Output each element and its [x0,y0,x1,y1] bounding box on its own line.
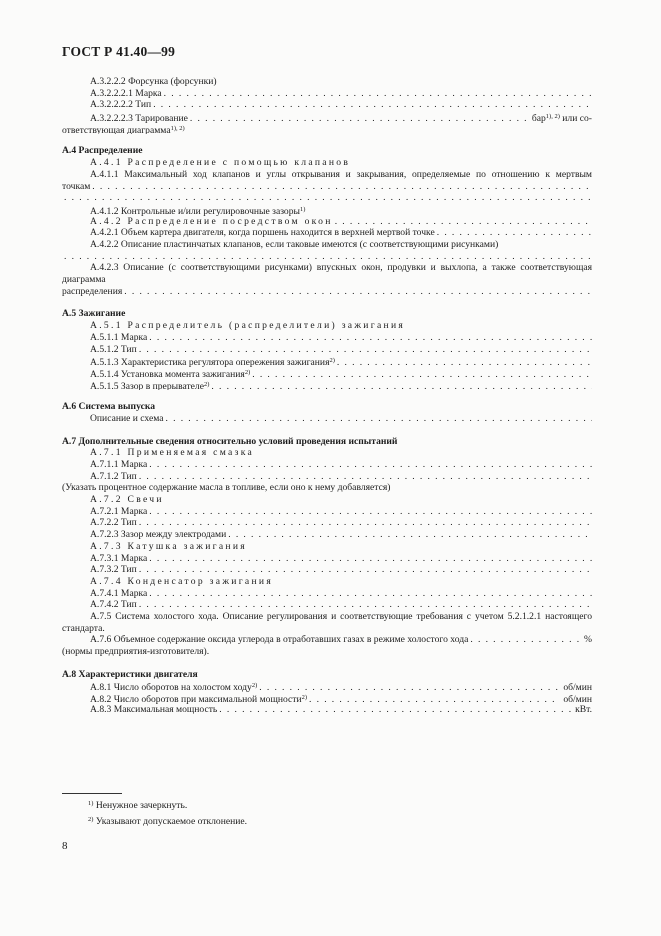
line-label: А.7.3.2 Тип [90,564,137,576]
dot-leader [139,344,592,356]
footnote-ref: 1), 2) [170,124,185,132]
footnote-ref: 2) [301,694,308,702]
line-label: А.8.1 Число оборотов на холостом ходу$^{2)}$ [90,682,258,693]
line-label: А.5.1.2 Тип [90,343,137,355]
line-label: ответствующая диаграмма$^{1), 2)}$ [62,124,185,135]
section-heading: А.7 Дополнительные сведения относительно условий проведения испытаний [62,435,398,447]
line-label: А.4.2.1 Объем картера двигателя, когда поршень находится в верхней мертвой точке [90,227,435,239]
footnote-ref: 1) [299,205,306,213]
line-label: А.5.1.3 Характеристика регулятора опережения зажигания$^{2)}$ [90,357,335,367]
line-label: А.7.4.2 Тип [90,599,137,611]
form-line [62,541,592,553]
section-heading: А.8 Характеристики двигателя [62,668,198,680]
dot-leader [252,369,592,379]
line-label: А.5.1.5 Зазор в прерывателе$^{2)}$ [90,380,210,391]
form-line [62,599,592,611]
dot-leader [139,564,592,576]
form-line [62,344,592,356]
form-line [62,320,592,332]
dot-leader [92,181,592,192]
section-heading: А.5 Зажигание [62,308,126,320]
dot-leader [149,588,592,600]
form-line [62,704,592,716]
form-line [62,332,592,344]
form-line [62,157,592,169]
document-body [62,76,592,716]
line-label: А.7.4 Конденсатор зажигания [90,575,274,587]
form-line [62,494,592,506]
line-label: А.7.2.1 Марка [90,505,148,517]
paragraph-item: А.4.1.1 Максимальный ход клапанов и углы открывания и закрывания, определяемые по отношению к мертвым точкам . . . [62,169,592,192]
form-line [62,379,592,391]
dot-leader [309,694,560,704]
form-line [62,99,592,111]
line-label: А.7.1 Применяемая смазка [90,447,255,459]
line-label: А.3.2.2.2.2 Тип [90,99,152,111]
form-line [62,482,592,494]
footnote-ref: 2) [244,368,251,376]
dot-leader [190,113,529,123]
line-label: А.7.2 Свечи [90,494,164,506]
footnote-1: $^{1)}$ Ненужное зачеркнуть. [88,800,188,811]
form-line [62,506,592,518]
section-heading: А.6 Система выпуска [62,401,156,413]
form-line [62,251,592,263]
paragraph-item: А.7.5 Система холостого хода. Описание регулирования и соответствующие требования с учетом 5.2.1.2.1 настоящего стандарта. [62,610,592,634]
line-label: А.3.2.2.2.3 Тарирование [90,113,188,123]
line-label: А.4.1.2 Контрольные и/или регулировочные зазоры$^{1)}$ [90,205,306,216]
line-label: А.3.2.2.2.1 Марка [90,87,162,99]
dot-leader [139,599,592,611]
unit-label: об/мин [563,682,592,693]
dot-leader [219,704,572,716]
dot-leader [164,88,592,100]
footnote-2: $^{2)}$ Указывают допускаемое отклонение. [88,815,248,827]
form-line [62,227,592,239]
line-label: А.4.1 Распределение с помощью клапанов [90,157,351,169]
unit-label: бар$^{1), 2)}$ или со- [531,113,592,123]
line-label: А.7.3.1 Марка [90,552,148,564]
form-line [62,529,592,541]
footnote-ref: 1), 2) [545,113,560,121]
dot-leader [337,357,592,367]
footnote-divider [62,793,122,794]
line-label: (нормы предприятия-изготовителя). [62,646,210,658]
dot-leader [149,459,592,471]
form-line [62,367,592,379]
section-heading: А.4 Распределение [62,145,143,157]
dot-leader [124,286,592,297]
unit-label: кВт. [575,703,592,715]
form-line [62,471,592,483]
line-label: Описание и схема [90,412,164,424]
footnote-ref: 2) [329,357,335,365]
line-label: А.7.1.1 Марка [90,459,148,471]
dot-leader [259,682,560,692]
footnote-ref: 2) [203,380,210,388]
form-line [62,692,592,704]
line-label: А.3.2.2.2 Форсунка (форсунки) [90,76,217,87]
footnotes [62,793,592,828]
form-line [62,192,592,204]
form-line [62,588,592,600]
line-label: А.7.6 Объемное содержание оксида углерода в отработавших газах в режиме холостого хода [90,634,469,646]
dot-leader [211,381,592,391]
dot-leader [64,251,592,263]
form-line [62,413,592,425]
dot-leader [64,192,592,204]
line-label: А.8.2 Число оборотов при максимальной мощности$^{2)}$ [90,694,308,704]
dot-leader [437,227,592,239]
line-label: А.7.4.1 Марка [90,587,148,599]
dot-leader [149,332,592,344]
form-line [62,216,592,228]
line-label: А.7.2.2 Тип [90,517,137,529]
form-line [62,76,592,88]
dot-leader [139,517,592,529]
form-line [62,355,592,367]
form-line [62,553,592,565]
line-label: А.4.2 Распределение посредством окон [90,215,333,227]
form-line [62,88,592,100]
dot-leader [470,634,581,646]
paragraph-item: А.4.2.3 Описание (с соответствующими рисунками) впускных окон, продувки и выхлопа, а также соответствующая диаграмма распределения . . . [62,262,592,297]
form-line [62,634,592,646]
dot-leader [335,216,592,228]
unit-label: об/мин [563,694,592,704]
paragraph-item: А.4.2.2 Описание пластинчатых клапанов, если таковые имеются (с соответствующими рисунками) [90,238,499,250]
form-line [62,123,592,135]
line-label: А.5.1 Распределитель (распределители) зажигания [90,320,406,332]
dot-leader [139,471,592,483]
dot-leader [149,553,592,565]
line-label: А.5.1.4 Установка момента зажигания$^{2)}$ [90,368,251,379]
line-label: А.5.1.1 Марка [90,331,148,343]
form-line [62,680,592,692]
dot-leader [228,529,592,541]
line-label: А.7.2.3 Зазор между электродами [90,529,227,541]
footnote-ref: 2) [251,682,258,690]
dot-leader [153,99,592,111]
form-line [62,576,592,588]
form-line [62,111,592,123]
dot-leader [149,506,592,518]
line-label: А.8.3 Максимальная мощность [90,703,218,715]
form-line [62,564,592,576]
form-line [62,646,592,658]
page-number: 8 [62,840,68,852]
form-line [62,204,592,216]
document-header: ГОСТ Р 41.40—99 [62,44,176,59]
line-label: (Указать процентное содержание масла в топливе, если оно к нему добавляется) [62,482,391,494]
unit-label: % [584,634,592,646]
line-label: А.7.1.2 Тип [90,470,137,482]
form-line [62,459,592,471]
form-line [62,447,592,459]
form-line [62,517,592,529]
line-label: А.7.3 Катушка зажигания [90,540,248,552]
dot-leader [166,413,593,425]
